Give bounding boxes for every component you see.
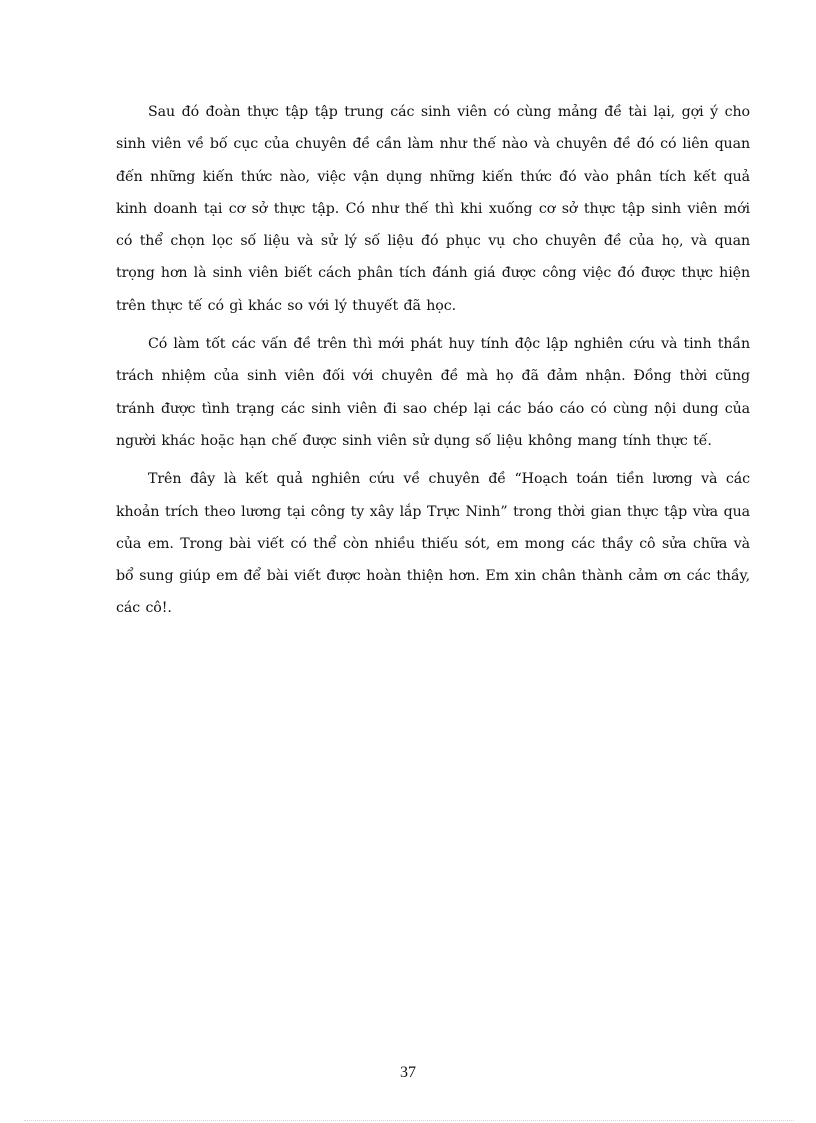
page-bottom-border xyxy=(24,1120,794,1121)
paragraph-1: Sau đó đoàn thực tập tập trung các sinh viên có cùng mảng đề tài lại, gợi ý cho sinh viên về bố cục của chuyên đề cần làm như thế nào và chuyên đề đó có liên quan đến những kiến thức nào, việc vận dụng những kiến thức đó vào phân tích kết quả kinh doanh tại cơ sở thực tập. Có như thế thì khi xuống cơ sở thực tập sinh viên mới có thể chọn lọc số liệu và sử lý số liệu đó phục vụ cho chuyên đề của họ, và quan trọng hơn là sinh viên biết cách phân tích đánh giá được công việc đó được thực hiện trên thực tế có gì khác so với lý thuyết đã học. xyxy=(116,104,750,314)
paragraph-2: Có làm tốt các vấn đề trên thì mới phát huy tính độc lập nghiên cứu và tinh thần trách nhiệm của sinh viên đối với chuyên đề mà họ đã đảm nhận. Đồng thời cũng tránh được tình trạng các sinh viên đi sao chép lại các báo cáo có cùng nội dung của người khác hoặc hạn chế được sinh viên sử dụng số liệu không mang tính thực tế. xyxy=(116,336,750,449)
paragraph-3: Trên đây là kết quả nghiên cứu về chuyên đề “Hoạch toán tiền lương và các khoản trích theo lương tại công ty xây lắp Trực Ninh” trong thời gian thực tập vừa qua của em. Trong bài viết có thể còn nhiều thiếu sót, em mong các thầy cô sửa chữa và bổ sung giúp em để bài viết được hoàn thiện hơn. Em xin chân thành cảm ơn các thầy, các cô!. xyxy=(116,471,750,617)
body-text xyxy=(116,96,750,631)
page-number: 37 xyxy=(400,1064,416,1081)
